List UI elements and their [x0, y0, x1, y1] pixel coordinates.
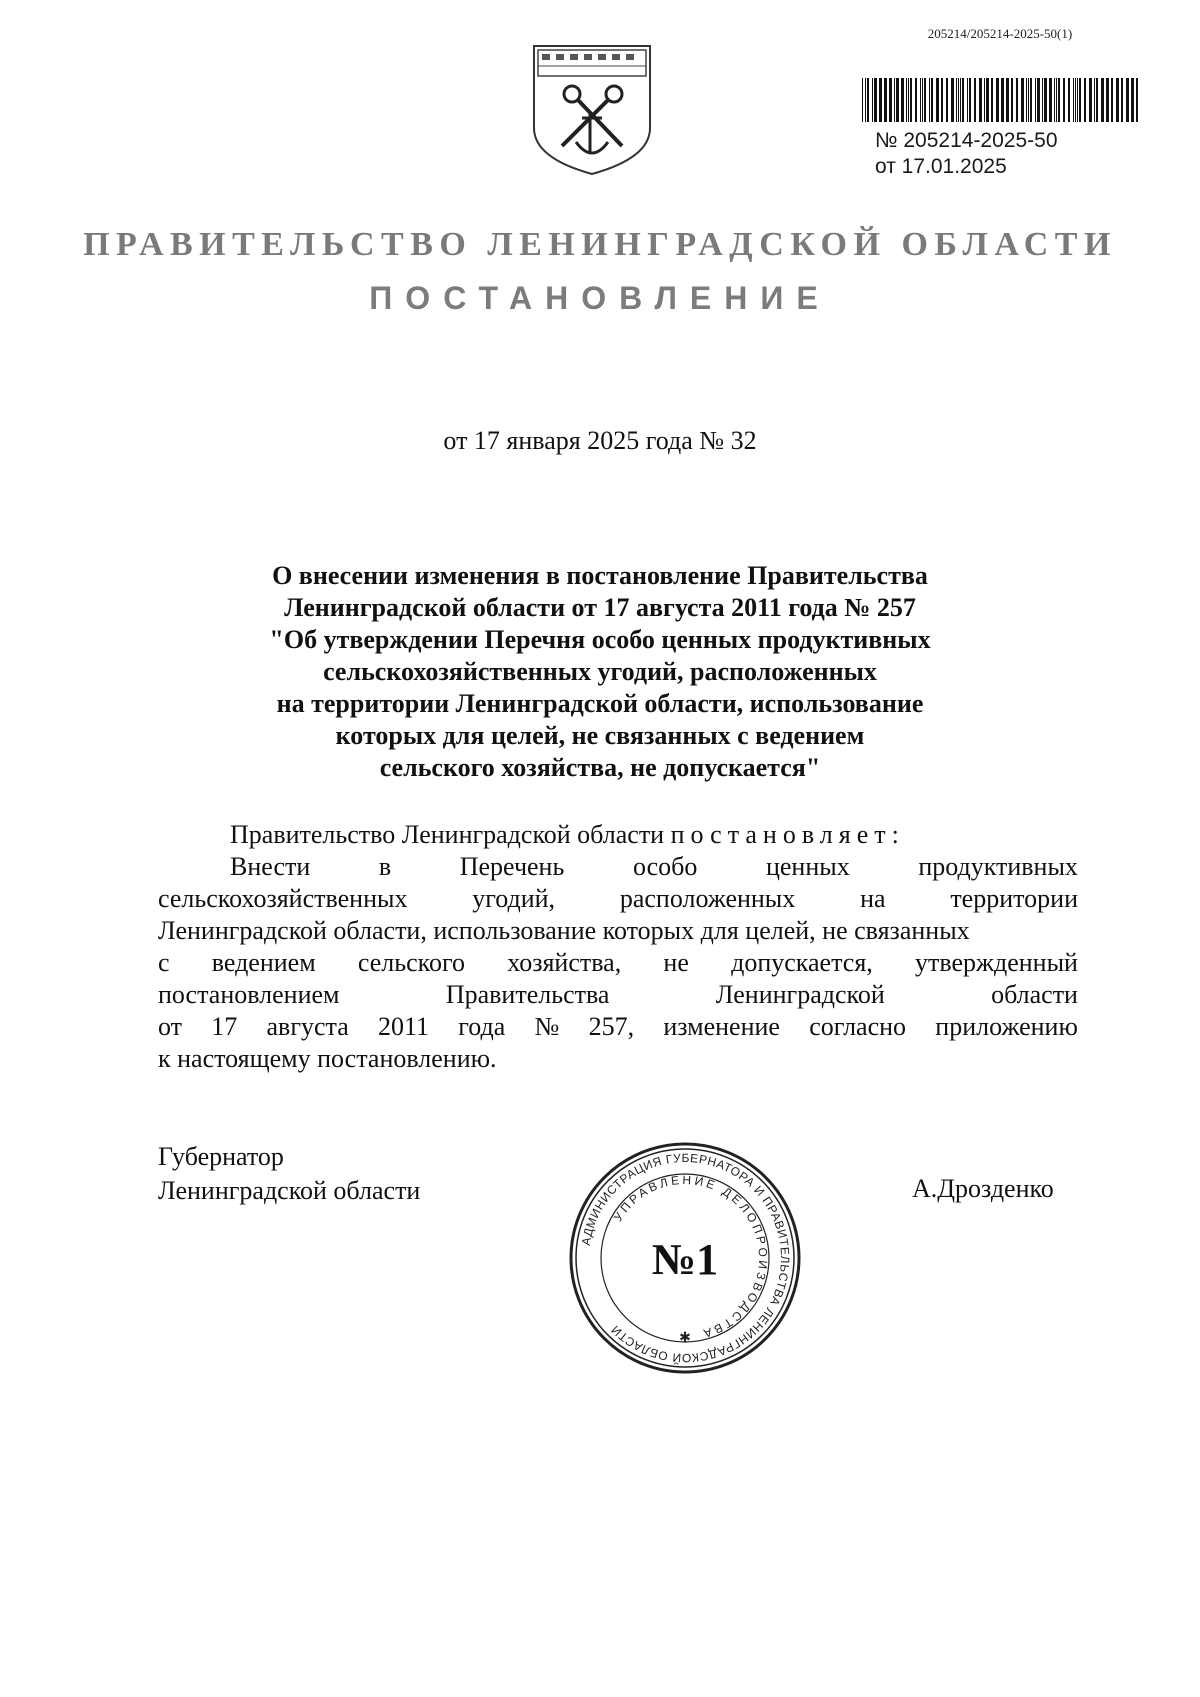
coat-of-arms-icon [530, 42, 654, 178]
position-line: Губернатор [158, 1142, 284, 1171]
body-line: Внести в Перечень особо ценных продуктивных [230, 852, 1078, 881]
subject-line: Ленинградской области от 17 августа 2011 года № 257 [284, 593, 916, 622]
barcode-bar [1042, 78, 1043, 122]
barcode-bar [1001, 78, 1004, 122]
barcode-bar [1056, 78, 1057, 122]
barcode-bar [865, 78, 866, 122]
barcode-bar [1049, 78, 1052, 122]
barcode-bar [1116, 78, 1119, 122]
official-stamp [565, 1138, 805, 1378]
barcode-bar [986, 78, 989, 122]
subject-line: О внесении изменения в постановление Правительства [272, 561, 928, 590]
barcode-bar [1030, 78, 1032, 122]
barcode-bar [896, 78, 899, 122]
barcode-bar [946, 78, 948, 122]
subject-line: сельского хозяйства, не допускается" [379, 753, 821, 782]
barcode-bar [984, 78, 985, 122]
barcode-bar [879, 78, 882, 122]
government-title: ПРАВИТЕЛЬСТВО ЛЕНИНГРАДСКОЙ ОБЛАСТИ [83, 226, 1117, 263]
subject-line: сельскохозяйственных угодий, расположенных [323, 657, 877, 686]
body-line: постановлением Правительства Ленинградской области [158, 980, 1078, 1009]
barcode-bar [969, 78, 971, 122]
barcode-bar [924, 78, 926, 122]
barcode-bar [956, 78, 957, 122]
stamp-center-number: №1 [651, 1235, 719, 1284]
barcode-bar [941, 78, 943, 122]
barcode-bar [908, 78, 909, 122]
preamble-text: Правительство Ленинградской области [230, 820, 665, 849]
barcode-bar [967, 78, 968, 122]
barcode-bar [1096, 78, 1098, 122]
preamble [230, 820, 905, 850]
barcode-bar [1136, 78, 1138, 122]
stamp-star-icon: ✱ [679, 1331, 691, 1346]
registration-number: № 205214-2025-50 [875, 129, 1058, 152]
barcode-bar [1094, 78, 1095, 122]
registration-date: от 17.01.2025 [875, 155, 1007, 178]
barcode-bar [889, 78, 892, 122]
barcode-bar [1063, 78, 1065, 122]
barcode-bar [1058, 78, 1060, 122]
barcode-bar [915, 78, 917, 122]
preamble-resolves: постановляет: [670, 820, 905, 849]
barcode-bar [867, 78, 869, 122]
registration-block [875, 128, 1058, 180]
barcode-bar [1075, 78, 1076, 122]
barcode-bar [1101, 78, 1104, 122]
barcode-bar [1021, 78, 1024, 122]
barcode-bar [1054, 78, 1055, 122]
reference-code: 205214/205214-2025-50(1) [927, 26, 1073, 41]
barcode-bar [1084, 78, 1086, 122]
stamp-outer-text: АДМИНИСТРАЦИЯ ГУБЕРНАТОРА И ПРАВИТЕЛЬСТВА ЛЕНИНГРАДСКОЙ ОБЛАСТИ [578, 1150, 793, 1366]
barcode-bar [1106, 78, 1109, 122]
barcode-bar [874, 78, 877, 122]
body-line: к настоящему постановлению. [158, 1044, 497, 1073]
barcode-bar [1044, 78, 1047, 122]
barcode-icon [862, 78, 1140, 122]
barcode-bar [1089, 78, 1092, 122]
subject-line: которых для целей, не связанных с ведением [335, 721, 865, 750]
barcode-bar [1111, 78, 1113, 122]
barcode-bar [974, 78, 976, 122]
barcode-bar [1131, 78, 1134, 122]
barcode-bar [910, 78, 912, 122]
barcode-bar [906, 78, 907, 122]
barcode-bar [931, 78, 933, 122]
barcode-bar [1077, 78, 1078, 122]
barcode-bar [920, 78, 921, 122]
document-subject [120, 560, 1080, 784]
barcode-bar [979, 78, 982, 122]
barcode-bar [1126, 78, 1129, 122]
barcode-bar [1028, 78, 1029, 122]
barcode-bar [1073, 78, 1074, 122]
barcode-bar [872, 78, 873, 122]
barcode-bar [996, 78, 999, 122]
barcode-bar [1006, 78, 1009, 122]
barcode-bar [1068, 78, 1070, 122]
subject-line: "Об утверждении Перечня особо ценных продуктивных [269, 625, 931, 654]
barcode-bar [1035, 78, 1036, 122]
signatory-name: А.Дрозденко [912, 1174, 1054, 1203]
barcode-bar [884, 78, 887, 122]
barcode-bar [929, 78, 930, 122]
barcode-bar [1037, 78, 1040, 122]
barcode-bar [862, 78, 863, 122]
barcode-bar [1121, 78, 1123, 122]
body-line: Ленинградской области, использование которых для целей, не связанных [158, 916, 970, 945]
subject-line: на территории Ленинградской области, использование [276, 689, 924, 718]
barcode-bar [962, 78, 964, 122]
barcode-bar [960, 78, 961, 122]
body-line: от 17 августа 2011 года № 257, изменение согласно приложению [158, 1012, 1078, 1041]
barcode-bar [991, 78, 993, 122]
barcode-bar [958, 78, 959, 122]
barcode-bar [1026, 78, 1027, 122]
barcode-bar [901, 78, 904, 122]
body-line: сельскохозяйственных угодий, расположенных на территории [158, 884, 1078, 913]
barcode-bar [936, 78, 939, 122]
body-line: с ведением сельского хозяйства, не допускается, утвержденный [158, 948, 1078, 977]
stamp-inner-text: УПРАВЛЕНИЕ ДЕЛОПРОИЗВОДСТВА [610, 1172, 771, 1342]
barcode-bar [1016, 78, 1018, 122]
position-line: Ленинградской области [158, 1176, 421, 1205]
document-type: ПОСТАНОВЛЕНИЕ [369, 280, 831, 316]
document-date-number: от 17 января 2025 года № 32 [443, 426, 757, 455]
barcode-bar [951, 78, 954, 122]
barcode-bar [894, 78, 895, 122]
barcode-bar [1011, 78, 1013, 122]
signatory-position [158, 1140, 420, 1208]
barcode-bar [922, 78, 923, 122]
barcode-bar [1079, 78, 1081, 122]
